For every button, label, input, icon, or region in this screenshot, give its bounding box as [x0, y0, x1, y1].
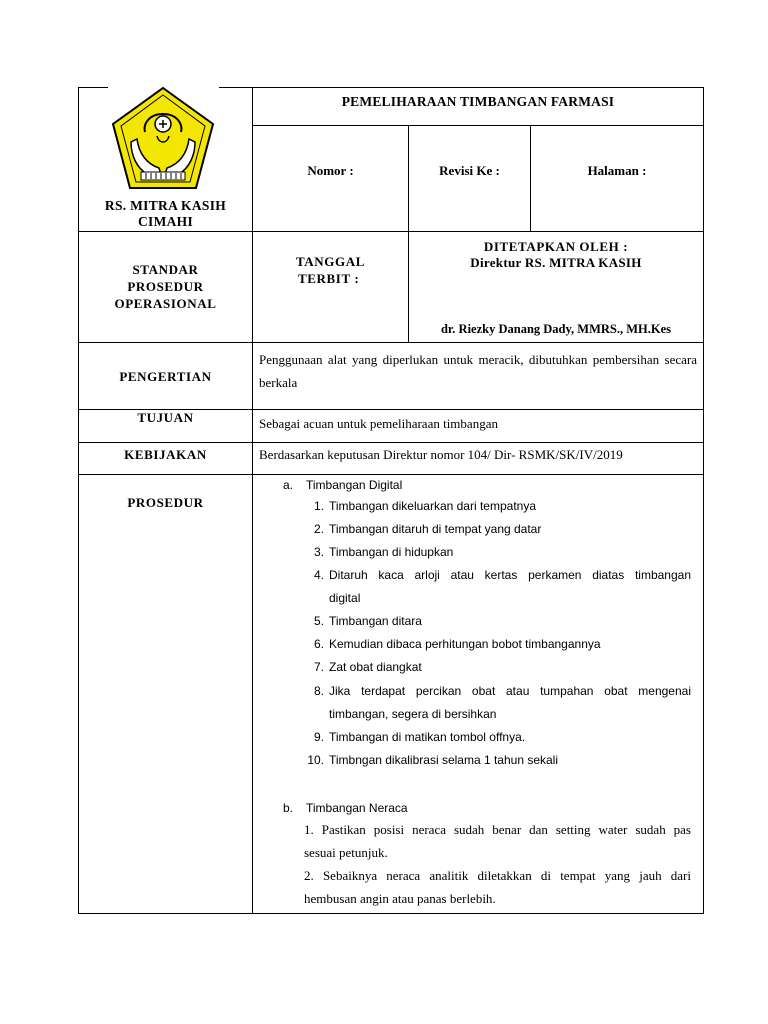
tanggal-terbit-line2: TERBIT : [298, 271, 360, 286]
pengertian-text: Penggunaan alat yang diperlukan untuk meracik, dibutuhkan pembersihan secara berkala [259, 352, 697, 390]
section-a-marker: a. [283, 478, 294, 492]
title-divider [252, 125, 704, 126]
list-item: 8. Jika terdapat percikan obat atau tumpahan obat mengenai timbangan, segera di bersihkan [313, 684, 691, 721]
halaman-label: Halaman : [587, 163, 647, 178]
tanggal-terbit-line1: TANGGAL [296, 254, 365, 269]
ditetapkan-oleh: DITETAPKAN OLEH : [483, 239, 629, 254]
section-a-title: Timbangan Digital [306, 478, 403, 492]
list-item-continuation: sesuai petunjuk. [304, 845, 388, 860]
sop-label-line1: STANDAR [132, 262, 199, 277]
hospital-name-line2: CIMAHI [137, 214, 194, 229]
row-divider-4 [78, 442, 704, 443]
revisi-label: Revisi Ke : [439, 163, 500, 178]
list-item: 2. Sebaiknya neraca analitik diletakkan di tempat yang jauh dari [304, 868, 691, 883]
list-item-continuation: hembusan angin atau panas berlebih. [304, 891, 496, 906]
row-divider-5 [78, 474, 704, 475]
nomor-column-divider [408, 125, 409, 343]
pengertian-label: PENGERTIAN [119, 369, 212, 384]
kebijakan-text: Berdasarkan keputusan Direktur nomor 104/ Dir- RSMK/SK/IV/2019 [259, 447, 623, 462]
logo-emblem [107, 84, 219, 194]
prosedur-label: PROSEDUR [127, 495, 204, 510]
top-border-right [219, 87, 704, 88]
label-column-divider [252, 87, 253, 914]
row-divider-2 [78, 342, 704, 343]
list-item: 4. Ditaruh kaca arloji atau kertas perkamen diatas timbangan digital [313, 568, 691, 605]
section-b-title: Timbangan Neraca [306, 801, 408, 815]
section-b-marker: b. [283, 801, 294, 815]
ditetapkan-direktur: Direktur RS. MITRA KASIH [470, 255, 642, 270]
kebijakan-label: KEBIJAKAN [124, 447, 207, 462]
nomor-label: Nomor : [307, 163, 354, 178]
hospital-logo [107, 84, 219, 194]
hospital-name-line1: RS. MITRA KASIH [104, 198, 227, 213]
tujuan-text: Sebagai acuan untuk pemeliharaan timbangan [259, 416, 498, 431]
row-divider-1 [78, 231, 704, 232]
bottom-border [78, 913, 704, 914]
top-border-left [78, 87, 108, 88]
right-border [703, 87, 704, 914]
tujuan-label: TUJUAN [137, 410, 194, 425]
document-title: PEMELIHARAAN TIMBANGAN FARMASI [341, 94, 615, 109]
sop-label-line2: PROSEDUR [127, 279, 204, 294]
sop-label-line3: OPERASIONAL [114, 296, 217, 311]
list-item: 1. Pastikan posisi neraca sudah benar dan setting water sudah pas [304, 822, 691, 837]
signatory-name: dr. Riezky Danang Dady, MMRS., MH.Kes [440, 322, 672, 336]
